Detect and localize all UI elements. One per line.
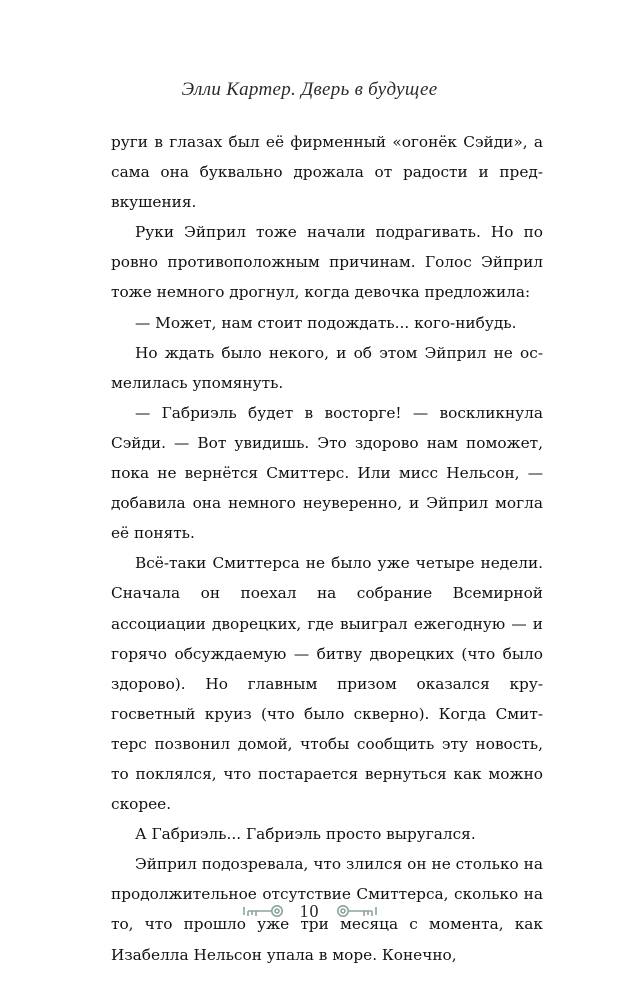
body-text [111, 127, 543, 970]
paragraph: — Габриэль будет в восторге! — воскликнула Сэйди. — Вот увидишь. Это здорово нам поможет, пока не вернётся Смиттерс. Или мисс Нельсон, — добавила она немного неуверенно, и Эйприл могла её понять. [111, 403, 543, 543]
page-footer [0, 897, 619, 925]
key-icon [242, 903, 286, 919]
paragraph: Всё-таки Смиттерса не было уже четыре недели. Сначала он поехал на собрание Всемирной ассоциации дворецких, где выиграл ежегодную — и горячо обсуждаемую — битву дворецких (что было здорово). Но главным призом оказался кругосветный круиз (что было скверно). Когда Смиттерс позвонил домой, чтобы сообщить эту новость, то поклялся, что постарается вернуться как можно скорее. [111, 554, 543, 814]
running-header: Элли Картер. Дверь в будущее [181, 79, 438, 100]
paragraph: Но ждать было некого, и об этом Эйприл не осмелилась упомянуть. [111, 343, 543, 392]
page-number: 10 [299, 900, 320, 921]
paragraph: — Может, нам стоит подождать... кого-нибудь. [135, 313, 517, 332]
paragraph: Эйприл подозревала, что злился он не столько на продолжительное отсутствие Смиттерса, сколько на то, что прошло уже три месяца с момента, как Изабелла Нельсон упала в море. Конечно, [111, 855, 543, 964]
key-icon [334, 903, 378, 919]
paragraph: Руки Эйприл тоже начали подрагивать. Но по ровно противоположным причинам. Голос Эйприл тоже немного дрогнул, когда девочка предложила: [111, 223, 543, 302]
paragraph: руги в глазах был её фирменный «огонёк Сэйди», а сама она буквально дрожала от радости и предвкушения. [111, 133, 543, 212]
paragraph: А Габриэль... Габриэль просто выругался. [135, 825, 476, 844]
